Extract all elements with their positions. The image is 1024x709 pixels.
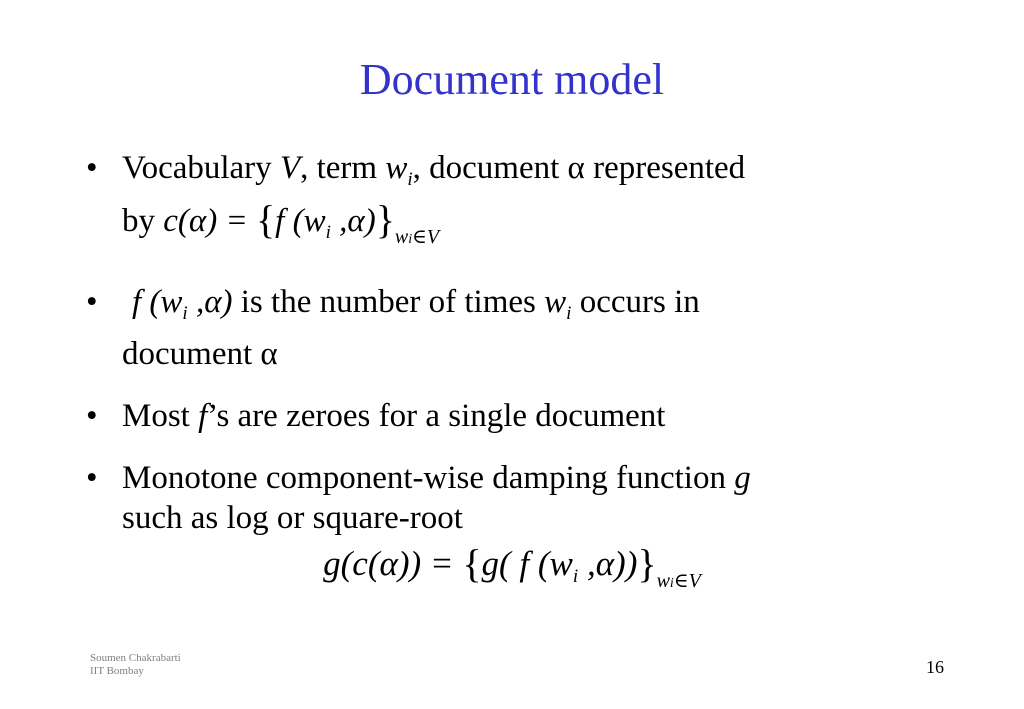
- bullet-item-zeroes: [86, 396, 956, 436]
- bullet-icon: •: [86, 284, 98, 320]
- bullet-line: [122, 396, 956, 436]
- damping-formula: [0, 540, 1024, 593]
- math-set-subscript: w: [394, 226, 409, 248]
- math-brace: }: [637, 541, 657, 586]
- bullet-line: [122, 197, 956, 260]
- text: is the number of times: [232, 284, 545, 320]
- math-formula: f (w: [275, 203, 326, 239]
- page-number: 16: [926, 657, 944, 677]
- text: by: [122, 203, 164, 239]
- math-set-subscript: ∈V: [412, 226, 440, 248]
- math-alpha: α: [260, 336, 278, 372]
- math-formula: ,α)): [578, 544, 638, 583]
- footer-author: Soumen Chakrabarti: [90, 652, 181, 664]
- text: document: [122, 336, 261, 372]
- math-formula: g( f (w: [481, 544, 573, 583]
- math-subscript: i: [572, 566, 579, 587]
- math-set-subscript: w: [656, 570, 670, 592]
- math-set-subscript: i: [408, 232, 413, 247]
- math-brace: {: [255, 197, 276, 242]
- math-var-f: f: [198, 398, 208, 434]
- math-subscript: i: [182, 303, 188, 324]
- bullet-line: [122, 458, 956, 498]
- text: Most: [122, 398, 199, 434]
- math-set-subscript: ∈V: [673, 570, 701, 592]
- math-brace: }: [375, 197, 395, 242]
- math-subscript: i: [325, 222, 331, 243]
- bullet-list: [86, 148, 956, 560]
- math-var-V: V: [279, 150, 301, 186]
- bullet-line: [122, 148, 956, 200]
- math-formula: f (w: [132, 284, 183, 320]
- bullet-icon: •: [86, 150, 98, 186]
- math-formula: g(c(α)) =: [323, 544, 463, 583]
- math-formula: ,α): [330, 203, 376, 239]
- math-formula: c(α) =: [163, 203, 256, 239]
- math-var-g: g: [734, 460, 751, 496]
- slide-title: Document model: [359, 55, 665, 104]
- bullet-item-vocabulary: [86, 148, 956, 260]
- bullet-icon: •: [86, 398, 98, 434]
- math-var-w: w: [385, 150, 408, 186]
- footer-affiliation: IIT Bombay: [90, 665, 144, 677]
- text: occurs in: [571, 284, 700, 320]
- bullet-icon: •: [86, 460, 98, 496]
- text: Monotone component-wise damping function: [122, 460, 735, 496]
- bullet-item-damping: [86, 458, 956, 538]
- math-formula: ,α): [187, 284, 233, 320]
- text: , document: [412, 150, 568, 186]
- math-alpha: α: [567, 150, 585, 186]
- text: , term: [300, 150, 386, 186]
- math-set-subscript: i: [669, 576, 674, 591]
- math-brace: {: [462, 541, 482, 586]
- footer-credit: [90, 652, 181, 678]
- math-var-w: w: [544, 284, 567, 320]
- text: represented: [584, 150, 746, 186]
- text: ’s are zeroes for a single document: [207, 398, 666, 434]
- bullet-line: [122, 282, 956, 334]
- math-subscript: i: [566, 303, 572, 324]
- text: Vocabulary: [122, 150, 280, 186]
- math-subscript: i: [407, 169, 413, 190]
- bullet-item-frequency: [86, 282, 956, 374]
- bullet-line: [122, 334, 956, 374]
- text: such as log or square-root: [122, 500, 463, 536]
- bullet-line: [122, 498, 956, 538]
